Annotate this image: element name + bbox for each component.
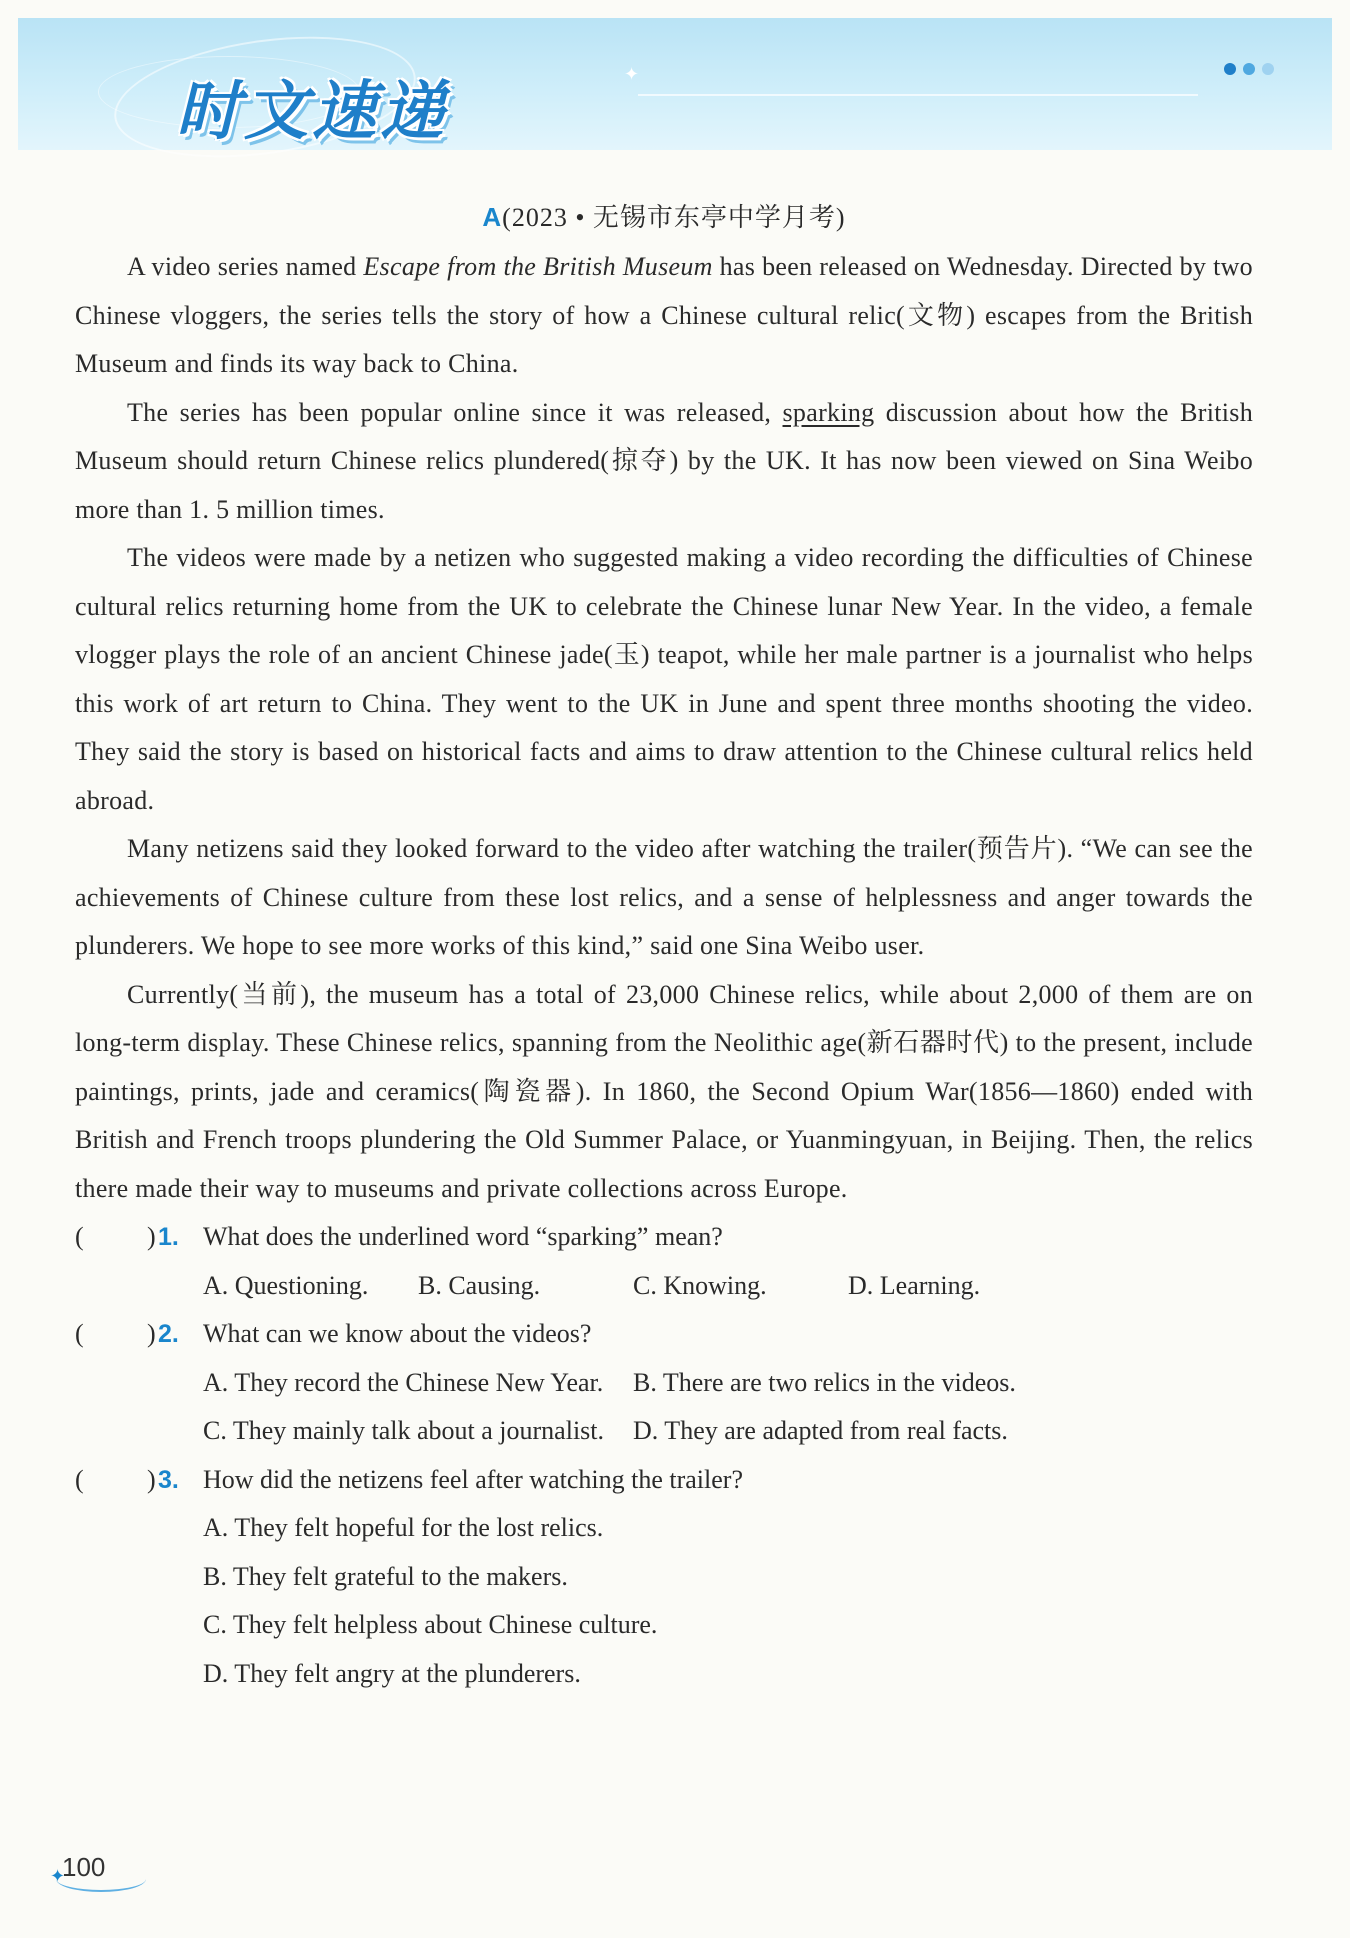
option-c: C. They mainly talk about a journalist. (203, 1416, 605, 1445)
paragraph-5: Currently(当前), the museum has a total of 23,000 Chinese relics, while about 2,000 of them are on long-term display. These Chinese relics, spanning from the Neolithic age(新石器时代) to the present, include paintings, prints, jade and ceramics(陶瓷器). In 1860, the Second Opium War(1856—1860) ended with British and French troops plundering the Old Summer Palace, or Yuanmingyuan, in Beijing. Then, the relics there made their way to museums and private collections across Europe. (75, 979, 1253, 1203)
header-banner (18, 18, 1332, 150)
series-title-italic: Escape from the British Museum (363, 252, 713, 281)
paragraph-1-text-b: has been released on Wednesday. Directed by two Chinese vloggers, the series tells the story of how a Chinese cultural relic(文物) escapes from the British Museum and finds its way back to China. (75, 252, 1253, 378)
question-number: 2. (158, 1320, 179, 1348)
question-1-options (75, 1262, 1253, 1311)
paragraph-1 (75, 243, 1253, 389)
passage-letter: A (482, 202, 503, 232)
question-2-options-row-2 (75, 1407, 1253, 1456)
question-3-option-b-row (75, 1553, 1253, 1602)
reading-passage (75, 198, 1253, 1698)
answer-bracket-right: ) (147, 1464, 156, 1494)
banner-dots (1217, 62, 1274, 80)
option-d: D. Learning. (848, 1270, 981, 1300)
dot-icon (1243, 63, 1255, 75)
option-c: C. They felt helpless about Chinese culture. (203, 1610, 658, 1639)
question-2 (75, 1310, 1253, 1359)
paragraph-4: Many netizens said they looked forward to the video after watching the trailer(预告片). “We can see the achievements of Chinese culture from these lost relics, and a sense of helplessness and anger towards the plunderers. We hope to see more works of this kind,” said one Sina Weibo user. (75, 834, 1253, 960)
option-d: D. They are adapted from real facts. (633, 1416, 1008, 1445)
page-number: 100 (62, 1852, 106, 1882)
question-text: What can we know about the videos? (203, 1319, 592, 1348)
question-3-option-d-row (75, 1650, 1253, 1699)
option-b: B. Causing. (418, 1270, 541, 1300)
dot-icon (1262, 63, 1274, 75)
option-a: A. Questioning. (203, 1270, 369, 1300)
banner-line-decoration (638, 94, 1198, 96)
section-title: 时文速递 (176, 75, 448, 149)
star-icon: ✦ (50, 1866, 66, 1887)
option-a: A. They felt hopeful for the lost relics. (203, 1513, 604, 1542)
option-b: B. They felt grateful to the makers. (203, 1561, 568, 1591)
passage-heading (75, 198, 1253, 237)
paragraph-2-text-b: discussion about how the British Museum should return Chinese relics plundered(掠夺) by the UK. It has now been viewed on Sina Weibo more than 1. 5 million times. (75, 397, 1253, 524)
answer-bracket-left: ( (75, 1464, 84, 1494)
question-number: 3. (158, 1465, 179, 1494)
sparkle-icon: ✦ (624, 64, 640, 85)
underlined-word: sparking (782, 397, 875, 427)
paragraph-2-text-a: The series has been popular online since it was released, (127, 397, 783, 427)
question-1 (75, 1213, 1253, 1262)
option-b: B. There are two relics in the videos. (633, 1367, 1016, 1397)
question-3 (75, 1456, 1253, 1505)
passage-source: (2023 • 无锡市东亭中学月考) (502, 203, 846, 232)
dot-icon (1224, 63, 1236, 75)
option-c: C. Knowing. (633, 1270, 767, 1300)
answer-bracket-right: ) (147, 1222, 156, 1251)
question-3-option-c-row (75, 1601, 1253, 1650)
paragraph-3: The videos were made by a netizen who suggested making a video recording the difficulties of Chinese cultural relics returning home from the UK to celebrate the Chinese lunar New Year. In the video, a female vlogger plays the role of an ancient Chinese jade(玉) teapot, while her male partner is a journalist who helps this work of art return to China. They went to the UK in June and spent three months shooting the video. They said the story is based on historical facts and aims to draw attention to the Chinese cultural relics held abroad. (75, 543, 1253, 815)
question-text: What does the underlined word “sparking” mean? (203, 1222, 723, 1251)
question-text: How did the netizens feel after watching the trailer? (203, 1464, 743, 1494)
answer-bracket-left: ( (75, 1222, 84, 1251)
question-number: 1. (158, 1223, 179, 1251)
option-a: A. They record the Chinese New Year. (203, 1367, 604, 1397)
paragraph-2 (75, 389, 1253, 535)
option-d: D. They felt angry at the plunderers. (203, 1658, 581, 1688)
paragraph-1-text-a: A video series named (127, 252, 364, 281)
question-2-options-row-1 (75, 1359, 1253, 1408)
answer-bracket-right: ) (147, 1319, 156, 1348)
answer-bracket-left: ( (75, 1319, 84, 1348)
question-3-option-a-row (75, 1504, 1253, 1553)
